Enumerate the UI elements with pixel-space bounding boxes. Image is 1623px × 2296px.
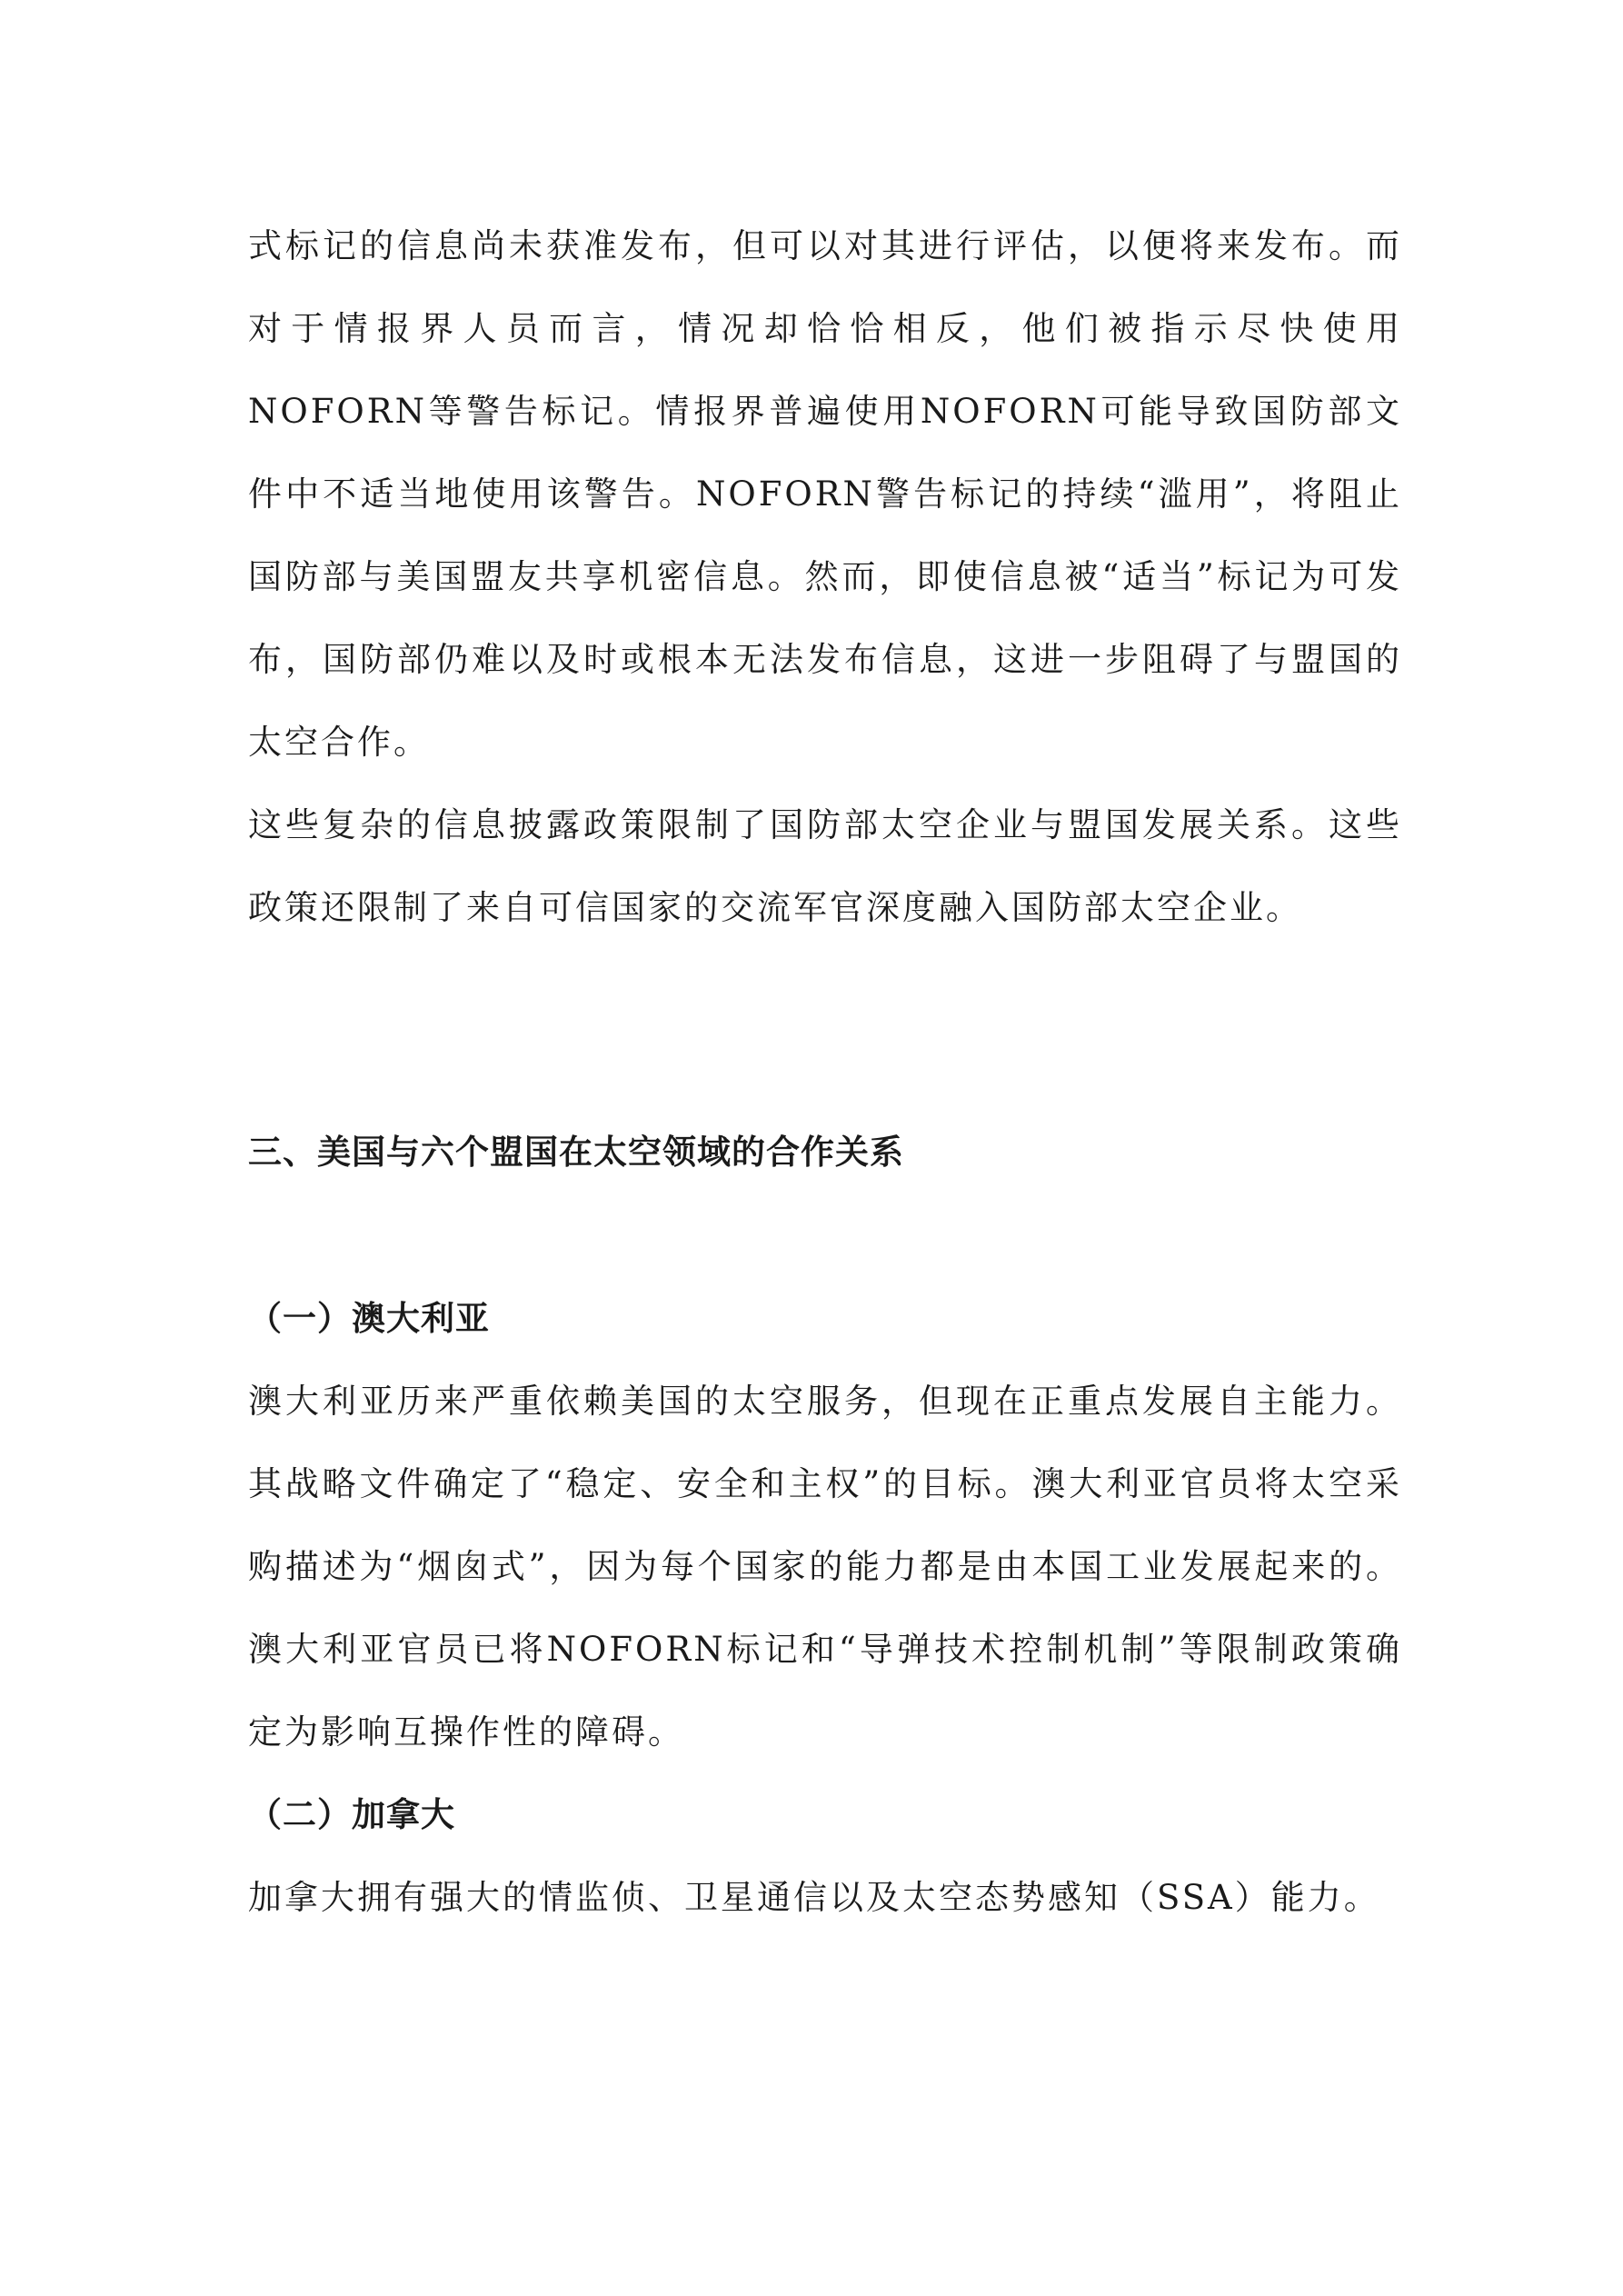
- subsection-heading-canada: （二）加拿大: [248, 1794, 455, 1834]
- paragraph-intro-2: 这些复杂的信息披露政策限制了国防部太空企业与盟国发展关系。这些政策还限制了来自可信国家的交流军官深度融入国防部太空企业。: [248, 805, 1402, 927]
- section-heading: 三、美国与六个盟国在太空领域的合作关系: [248, 1132, 904, 1172]
- paragraph-canada: 加拿大拥有强大的情监侦、卫星通信以及太空态势感知（SSA）能力。: [248, 1878, 1380, 1917]
- subsection-heading-australia: （一）澳大利亚: [248, 1298, 490, 1338]
- section-spacer: [248, 949, 1402, 1111]
- paragraph-australia: 澳大利亚历来严重依赖美国的太空服务，但现在正重点发展自主能力。其战略文件确定了“稳定、安全和主权”的目标。澳大利亚官员将太空采购描述为“烟囱式”，因为每个国家的能力都是由本国工业发展起来的。澳大利亚官员已将NOFORN标记和“导弹技术控制机制”等限制政策确定为影响互操作性的障碍。: [248, 1382, 1402, 1752]
- subsection-spacer: [248, 1193, 1402, 1277]
- document-body: [248, 205, 1402, 1939]
- paragraph-intro-1: 式标记的信息尚未获准发布，但可以对其进行评估，以便将来发布。而对于情报界人员而言，情况却恰恰相反，他们被指示尽快使用NOFORN等警告标记。情报界普遍使用NOFORN可能导致国防部文件中不适当地使用该警告。NOFORN警告标记的持续“滥用”，将阻止国防部与美国盟友共享机密信息。然而，即使信息被“适当”标记为可发布，国防部仍难以及时或根本无法发布信息，这进一步阻碍了与盟国的太空合作。: [248, 226, 1402, 762]
